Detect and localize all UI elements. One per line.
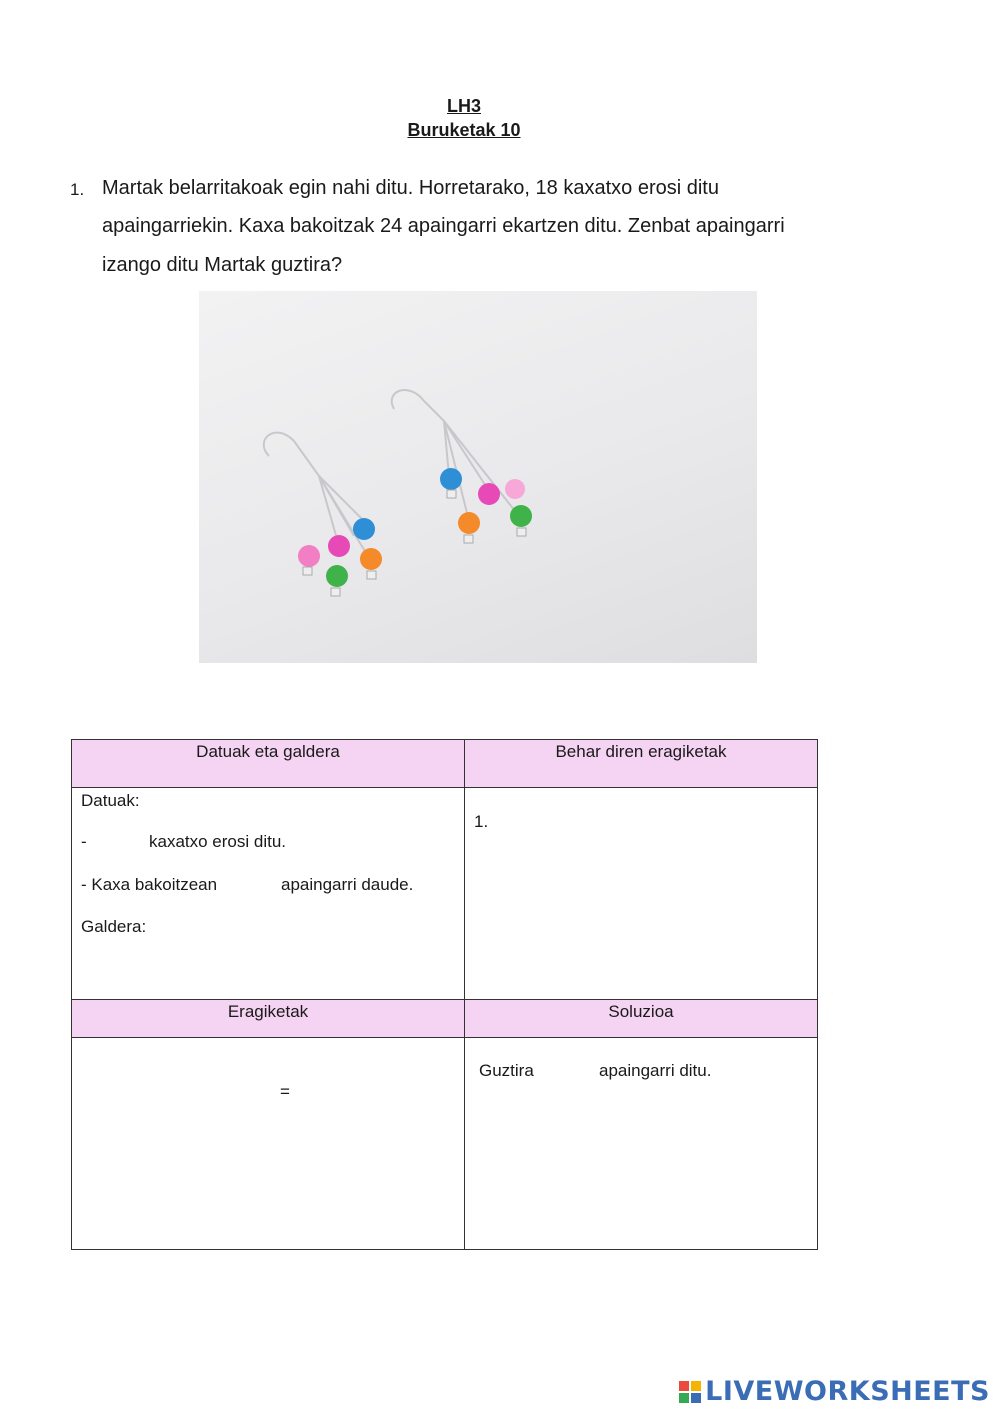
data-line-box-prefix: - Kaxa bakoitzean xyxy=(81,875,218,894)
liveworksheets-logo xyxy=(679,1376,990,1407)
solution-prefix: Guztira xyxy=(479,1061,534,1080)
data-line-box-suffix: apaingarri daude. xyxy=(281,875,414,894)
galdera-label: Galdera: xyxy=(81,917,147,936)
logo-square-icon xyxy=(691,1393,701,1403)
solution-cell xyxy=(465,1038,818,1250)
solution-suffix: apaingarri ditu. xyxy=(599,1061,712,1080)
operations-cell xyxy=(72,1038,465,1250)
header-data-question: Datuak eta galdera xyxy=(72,740,465,788)
worksheet-level: LH3 xyxy=(446,96,481,116)
earrings-illustration xyxy=(199,291,757,663)
data-dash: - xyxy=(81,832,87,851)
problem-text-line: izango ditu Martak guztira? xyxy=(102,254,343,276)
operation-item-1: 1. xyxy=(474,812,489,831)
logo-square-icon xyxy=(691,1381,701,1391)
data-line-boxes: kaxatxo erosi ditu. xyxy=(149,832,287,851)
header-solution: Soluzioa xyxy=(465,1000,818,1038)
header-operations-needed: Behar diren eragiketak xyxy=(465,740,818,788)
worksheet-table xyxy=(71,739,818,1250)
header-operations: Eragiketak xyxy=(72,1000,465,1038)
logo-text: LIVEWORKSHEETS xyxy=(705,1376,990,1407)
logo-square-icon xyxy=(679,1381,689,1391)
operations-needed-cell xyxy=(465,788,818,1000)
equals-sign: = xyxy=(280,1082,290,1101)
worksheet-title: Buruketak 10 xyxy=(407,120,521,140)
logo-square-icon xyxy=(679,1393,689,1403)
logo-mark-icon xyxy=(679,1381,701,1403)
problem-text-line: apaingarriekin. Kaxa bakoitzak 24 apaingarri ekartzen ditu. Zenbat apaingarri xyxy=(102,215,785,237)
earrings-photo xyxy=(199,291,757,663)
data-question-cell xyxy=(72,788,465,1000)
datuak-label: Datuak: xyxy=(81,791,140,810)
problem-number: 1. xyxy=(70,180,85,199)
problem-text-line: Martak belarritakoak egin nahi ditu. Horretarako, 18 kaxatxo erosi ditu xyxy=(102,177,719,199)
